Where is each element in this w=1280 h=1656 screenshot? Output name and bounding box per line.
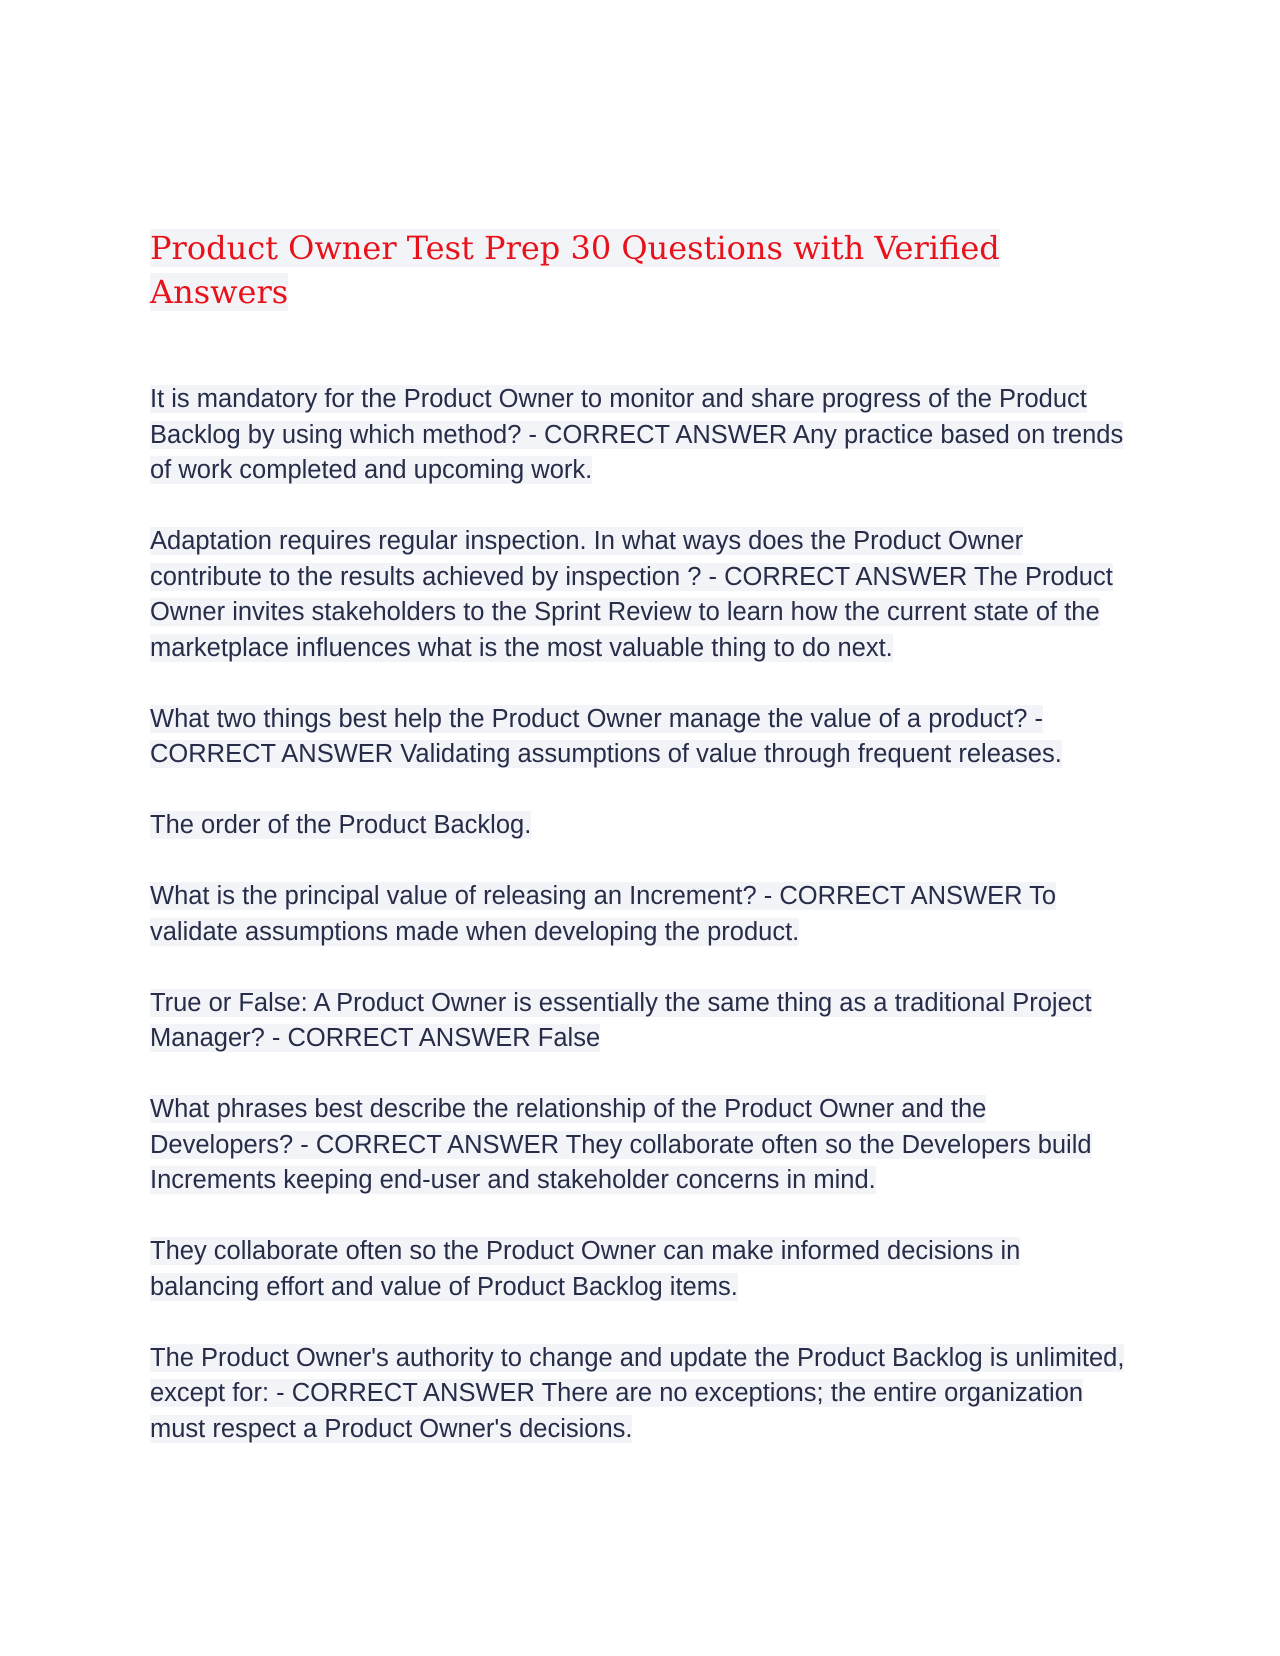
paragraph-text: Adaptation requires regular inspection. In what ways does the Product Owner contribute to the results achieved by inspection ? - CORRECT ANSWER The Product Owner invites stakeholders to the Sprint Review to learn how the current state of the marketplace influences what is the most valuable thing to do next. bbox=[150, 527, 1113, 662]
paragraph-1 bbox=[150, 382, 1135, 489]
paragraph-text: They collaborate often so the Product Owner can make informed decisions in balancing effort and value of Product Backlog items. bbox=[150, 1237, 1021, 1301]
paragraph-text: What phrases best describe the relationship of the Product Owner and the Developers? - CORRECT ANSWER They collaborate often so the Developers build Increments keeping end-user and stakeholder concerns in mind. bbox=[150, 1095, 1092, 1194]
paragraph-text: The order of the Product Backlog. bbox=[150, 811, 532, 839]
document-content bbox=[150, 226, 1135, 1483]
paragraph-9 bbox=[150, 1341, 1135, 1448]
paragraph-text: What two things best help the Product Owner manage the value of a product? - CORRECT ANSWER Validating assumptions of value through frequent releases. bbox=[150, 704, 1062, 768]
document-title-text: Product Owner Test Prep 30 Questions with Verified Answers bbox=[150, 229, 1000, 311]
paragraph-5 bbox=[150, 879, 1135, 950]
paragraph-8 bbox=[150, 1234, 1135, 1305]
paragraph-3 bbox=[150, 702, 1135, 773]
paragraph-7 bbox=[150, 1092, 1135, 1199]
paragraph-text: What is the principal value of releasing an Increment? - CORRECT ANSWER To validate assumptions made when developing the product. bbox=[150, 882, 1057, 946]
paragraph-text: The Product Owner's authority to change and update the Product Backlog is unlimited, except for: - CORRECT ANSWER There are no exceptions; the entire organization must respect a Product Owner's decisions. bbox=[150, 1343, 1125, 1443]
document-title bbox=[150, 226, 1135, 314]
paragraph-text: True or False: A Product Owner is essentially the same thing as a traditional Project Manager? - CORRECT ANSWER False bbox=[150, 988, 1092, 1052]
paragraph-text: It is mandatory for the Product Owner to monitor and share progress of the Product Backlog by using which method? - CORRECT ANSWER Any practice based on trends of work completed and upcoming work. bbox=[150, 385, 1124, 484]
paragraph-6 bbox=[150, 986, 1135, 1057]
paragraph-4 bbox=[150, 808, 1135, 844]
paragraph-2 bbox=[150, 524, 1135, 666]
